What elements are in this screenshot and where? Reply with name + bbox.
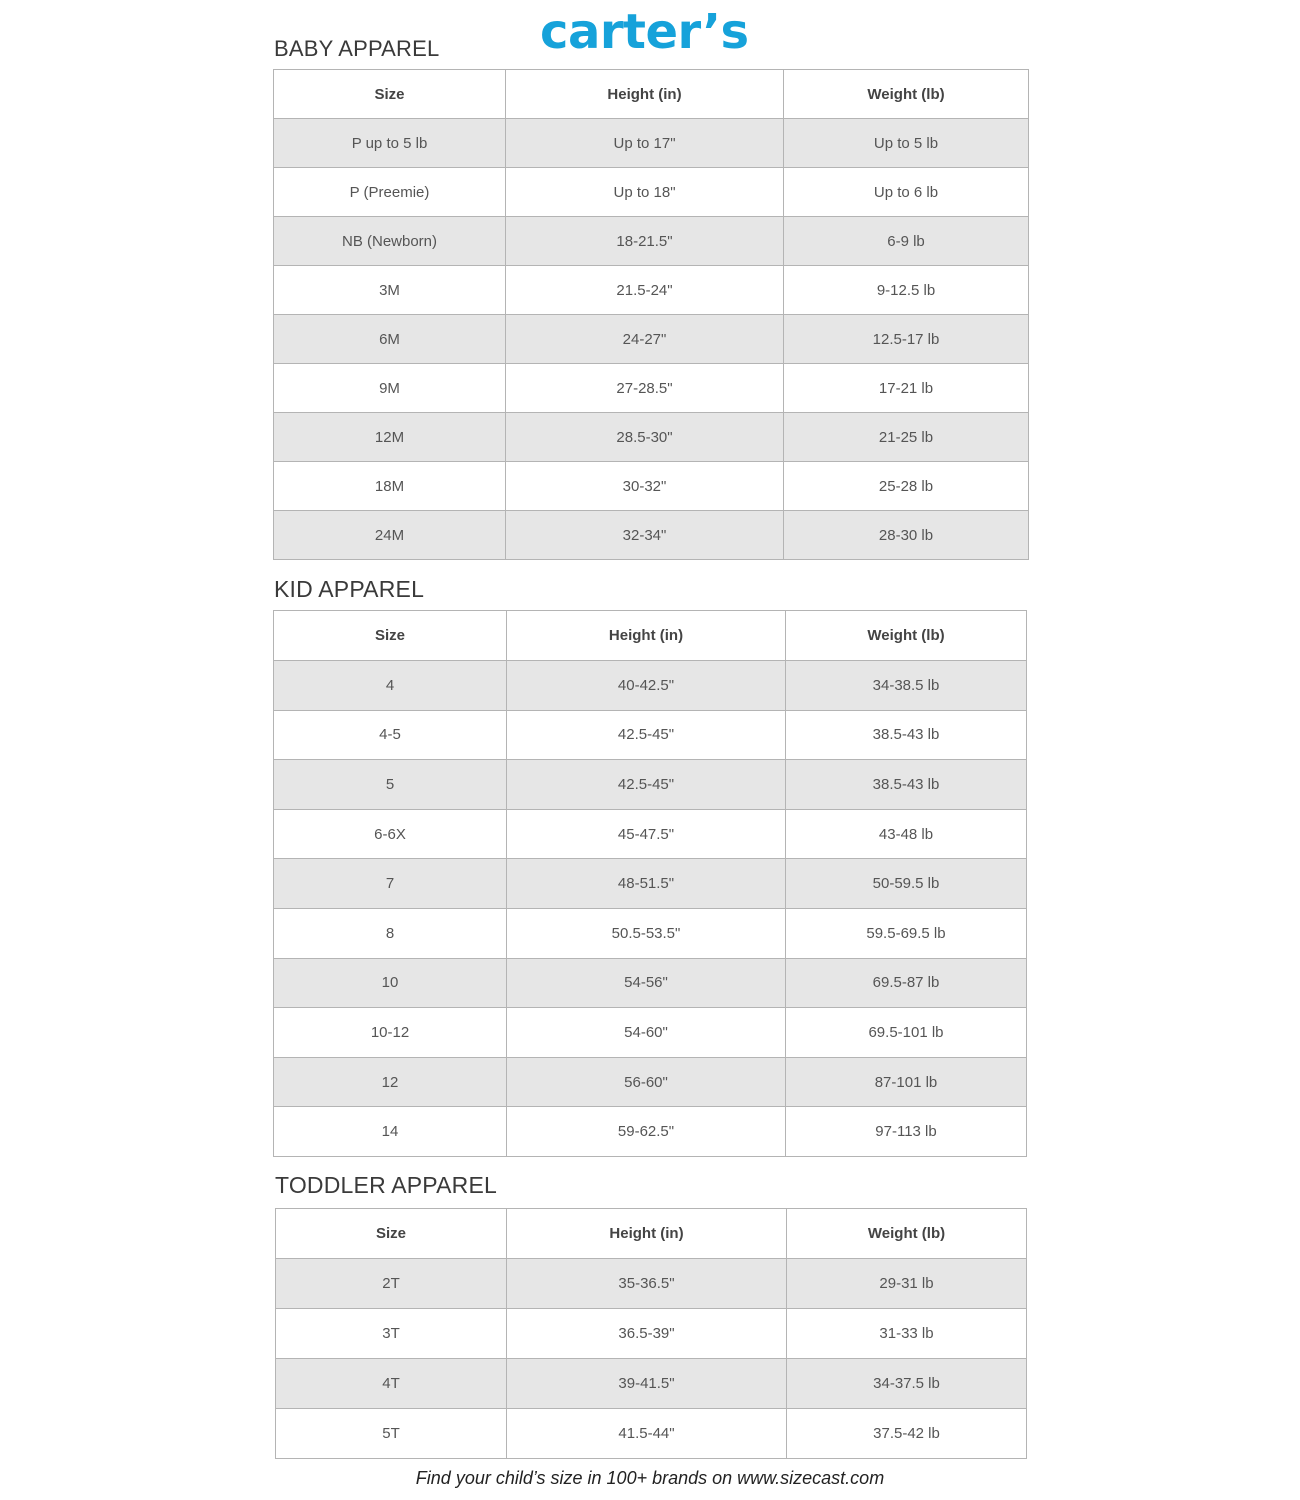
table-row [274, 168, 1029, 217]
cell-weight: 21-25 lb [784, 413, 1029, 462]
cell-height: 24-27" [506, 315, 784, 364]
table-row [274, 710, 1027, 760]
cell-weight: 17-21 lb [784, 364, 1029, 413]
cell-height: 59-62.5" [507, 1107, 786, 1157]
cell-size: 14 [274, 1107, 507, 1157]
cell-height: 28.5-30" [506, 413, 784, 462]
table-row [274, 511, 1029, 560]
column-header-weight: Weight (lb) [787, 1209, 1027, 1259]
cell-weight: 37.5-42 lb [787, 1409, 1027, 1459]
cell-height: 32-34" [506, 511, 784, 560]
cell-weight: 97-113 lb [786, 1107, 1027, 1157]
cell-height: 54-56" [507, 958, 786, 1008]
column-header-weight: Weight (lb) [786, 611, 1027, 661]
cell-weight: 25-28 lb [784, 462, 1029, 511]
column-header-size: Size [274, 70, 506, 119]
cell-height: 41.5-44" [507, 1409, 787, 1459]
cell-weight: 9-12.5 lb [784, 266, 1029, 315]
table-row [274, 266, 1029, 315]
cell-weight: 43-48 lb [786, 809, 1027, 859]
cell-weight: 69.5-87 lb [786, 958, 1027, 1008]
cell-size: 4-5 [274, 710, 507, 760]
table-row [274, 364, 1029, 413]
cell-weight: 6-9 lb [784, 217, 1029, 266]
cell-size: 12M [274, 413, 506, 462]
table-row [274, 1057, 1027, 1107]
cell-weight: 34-37.5 lb [787, 1359, 1027, 1409]
table-row [276, 1259, 1027, 1309]
cell-weight: 87-101 lb [786, 1057, 1027, 1107]
table-row [274, 908, 1027, 958]
table-row [274, 1008, 1027, 1058]
cell-height: 45-47.5" [507, 809, 786, 859]
table-row [274, 760, 1027, 810]
baby-section-title: BABY APPAREL [274, 36, 440, 61]
cell-size: P up to 5 lb [274, 119, 506, 168]
column-header-height: Height (in) [507, 1209, 787, 1259]
table-row [274, 809, 1027, 859]
cell-size: 4 [274, 661, 507, 711]
cell-weight: 38.5-43 lb [786, 760, 1027, 810]
cell-size: 9M [274, 364, 506, 413]
cell-height: 30-32" [506, 462, 784, 511]
cell-size: NB (Newborn) [274, 217, 506, 266]
column-header-height: Height (in) [506, 70, 784, 119]
cell-height: 40-42.5" [507, 661, 786, 711]
cell-size: 4T [276, 1359, 507, 1409]
column-header-size: Size [274, 611, 507, 661]
cell-size: 6-6X [274, 809, 507, 859]
cell-size: 10-12 [274, 1008, 507, 1058]
kid-size-table [273, 610, 1027, 1157]
cell-weight: 38.5-43 lb [786, 710, 1027, 760]
table-header-row [274, 611, 1027, 661]
table-row [274, 217, 1029, 266]
carters-logo: carter’s [540, 4, 749, 60]
table-header-row [276, 1209, 1027, 1259]
cell-size: 3T [276, 1309, 507, 1359]
table-row [274, 315, 1029, 364]
cell-height: Up to 17" [506, 119, 784, 168]
cell-weight: Up to 6 lb [784, 168, 1029, 217]
cell-size: 6M [274, 315, 506, 364]
cell-height: 39-41.5" [507, 1359, 787, 1409]
footer-note: Find your child’s size in 100+ brands on www.sizecast.com [415, 1468, 885, 1488]
cell-height: 27-28.5" [506, 364, 784, 413]
cell-size: 5 [274, 760, 507, 810]
cell-size: 7 [274, 859, 507, 909]
cell-weight: Up to 5 lb [784, 119, 1029, 168]
cell-size: 3M [274, 266, 506, 315]
table-header-row [274, 70, 1029, 119]
cell-height: 42.5-45" [507, 760, 786, 810]
table-row [274, 1107, 1027, 1157]
cell-weight: 59.5-69.5 lb [786, 908, 1027, 958]
cell-height: 36.5-39" [507, 1309, 787, 1359]
table-row [274, 413, 1029, 462]
cell-height: 35-36.5" [507, 1259, 787, 1309]
cell-weight: 50-59.5 lb [786, 859, 1027, 909]
cell-size: 18M [274, 462, 506, 511]
cell-height: 48-51.5" [507, 859, 786, 909]
cell-size: P (Preemie) [274, 168, 506, 217]
cell-weight: 12.5-17 lb [784, 315, 1029, 364]
cell-height: 54-60" [507, 1008, 786, 1058]
cell-height: 18-21.5" [506, 217, 784, 266]
table-row [274, 958, 1027, 1008]
cell-weight: 28-30 lb [784, 511, 1029, 560]
table-row [274, 859, 1027, 909]
cell-size: 24M [274, 511, 506, 560]
table-row [274, 661, 1027, 711]
cell-weight: 69.5-101 lb [786, 1008, 1027, 1058]
kid-section-title: KID APPAREL [274, 576, 425, 602]
baby-size-table [273, 69, 1029, 560]
cell-height: 50.5-53.5" [507, 908, 786, 958]
cell-height: Up to 18" [506, 168, 784, 217]
cell-weight: 34-38.5 lb [786, 661, 1027, 711]
table-row [276, 1309, 1027, 1359]
cell-size: 5T [276, 1409, 507, 1459]
cell-size: 2T [276, 1259, 507, 1309]
column-header-weight: Weight (lb) [784, 70, 1029, 119]
cell-size: 10 [274, 958, 507, 1008]
toddler-size-table [275, 1208, 1027, 1459]
toddler-section-title: TODDLER APPAREL [275, 1172, 498, 1198]
cell-weight: 31-33 lb [787, 1309, 1027, 1359]
cell-height: 56-60" [507, 1057, 786, 1107]
cell-weight: 29-31 lb [787, 1259, 1027, 1309]
table-row [274, 119, 1029, 168]
column-header-height: Height (in) [507, 611, 786, 661]
cell-size: 8 [274, 908, 507, 958]
cell-height: 21.5-24" [506, 266, 784, 315]
table-row [276, 1409, 1027, 1459]
cell-height: 42.5-45" [507, 710, 786, 760]
table-row [276, 1359, 1027, 1409]
column-header-size: Size [276, 1209, 507, 1259]
table-row [274, 462, 1029, 511]
cell-size: 12 [274, 1057, 507, 1107]
